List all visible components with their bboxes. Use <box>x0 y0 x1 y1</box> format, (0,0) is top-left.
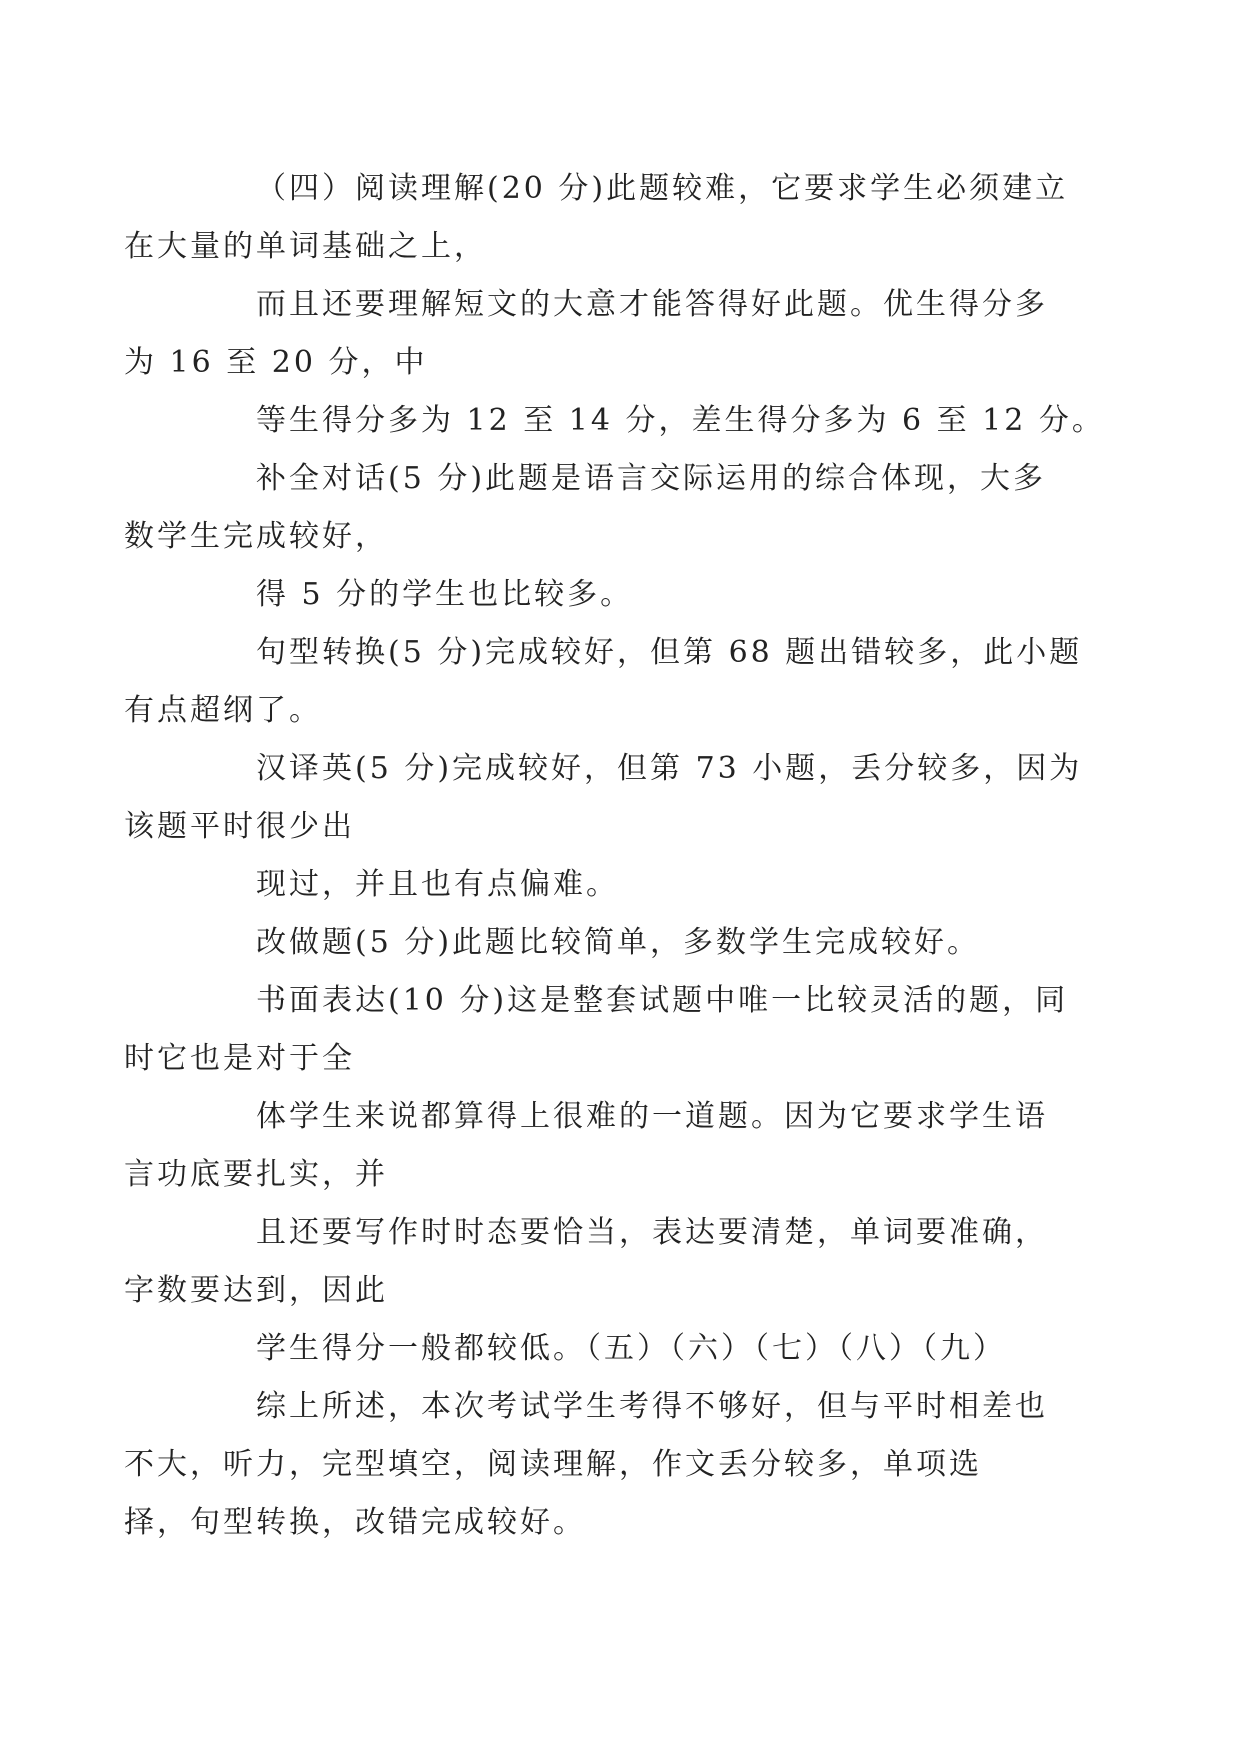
text-line: 数学生完成较好， <box>124 519 388 554</box>
text-line: 书面表达(10 分)这是整套试题中唯一比较灵活的题，同 <box>256 983 1069 1018</box>
text-line: 时它也是对于全 <box>124 1041 355 1076</box>
text-line: 体学生来说都算得上很难的一道题。因为它要求学生语 <box>256 1099 1048 1134</box>
text-line: 学生得分一般都较低。（五）（六）（七）（八）（九） <box>256 1331 1006 1366</box>
paragraph-summary <box>124 1378 1070 1552</box>
paragraph-written-expression <box>124 972 1070 1088</box>
text-line: 有点超纲了。 <box>124 693 322 728</box>
text-line: 汉译英(5 分)完成较好，但第 73 小题，丢分较多，因为 <box>256 751 1083 786</box>
paragraph-chinese-to-english <box>124 740 1083 856</box>
document-body <box>124 160 1105 1552</box>
text-line: （四）阅读理解(20 分)此题较难，它要求学生必须建立 <box>256 171 1069 206</box>
paragraph-written-expression-cont <box>124 1088 1070 1204</box>
text-line: 该题平时很少出 <box>124 809 355 844</box>
text-line: 在大量的单词基础之上， <box>124 229 487 264</box>
text-line: 等生得分多为 12 至 14 分，差生得分多为 6 至 12 分。 <box>256 403 1105 438</box>
paragraph-written-expression-requirements <box>124 1204 1070 1320</box>
paragraph-chinese-to-english-cont <box>190 856 1070 914</box>
paragraph-reading-comprehension <box>124 160 1070 276</box>
text-line: 不大，听力，完型填空，阅读理解，作文丢分较多，单项选 <box>124 1447 982 1482</box>
paragraph-reading-scores <box>124 276 1070 392</box>
text-line: 言功底要扎实，并 <box>124 1157 388 1192</box>
text-line: 字数要达到，因此 <box>124 1273 388 1308</box>
text-line: 且还要写作时时态要恰当，表达要清楚，单词要准确， <box>256 1215 1048 1250</box>
paragraph-dialogue-scores <box>190 566 1070 624</box>
text-line: 改做题(5 分)此题比较简单，多数学生完成较好。 <box>256 925 981 960</box>
paragraph-error-correction <box>190 914 1070 972</box>
text-line: 现过，并且也有点偏难。 <box>256 867 619 902</box>
paragraph-dialogue-completion <box>124 450 1070 566</box>
text-line: 为 16 至 20 分，中 <box>124 345 428 380</box>
text-line: 而且还要理解短文的大意才能答得好此题。优生得分多 <box>256 287 1048 322</box>
paragraph-reading-scores-cont <box>190 392 1105 450</box>
text-line: 句型转换(5 分)完成较好，但第 68 题出错较多，此小题 <box>256 635 1083 670</box>
text-line: 综上所述，本次考试学生考得不够好，但与平时相差也 <box>256 1389 1048 1424</box>
text-line: 得 5 分的学生也比较多。 <box>256 577 634 612</box>
text-line: 补全对话(5 分)此题是语言交际运用的综合体现，大多 <box>256 461 1047 496</box>
paragraph-sentence-transformation <box>124 624 1083 740</box>
text-line: 择，句型转换，改错完成较好。 <box>124 1505 586 1540</box>
paragraph-written-expression-scores <box>190 1320 1070 1378</box>
